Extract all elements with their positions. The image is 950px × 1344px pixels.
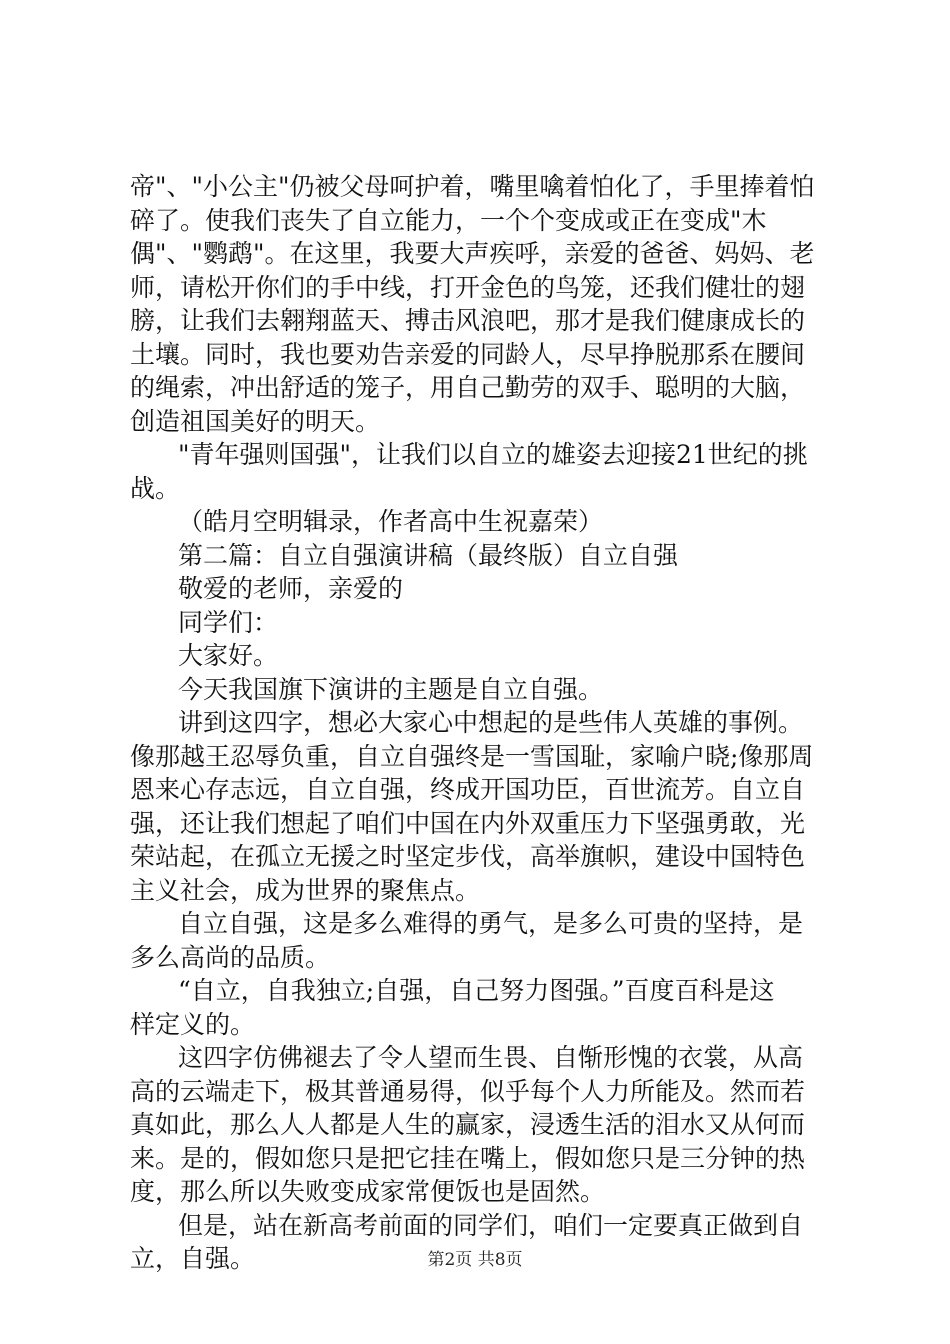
- text-line: 高的云端走下，极其普通易得，似乎每个人力所能及。然而若: [130, 1076, 806, 1106]
- text-line: 敬爱的老师，亲爱的: [178, 574, 404, 603]
- text-line: 偶"、"鹦鹉"。在这里，我要大声疾呼，亲爱的爸爸、妈妈、老: [130, 239, 815, 268]
- text-line: 战。: [130, 473, 181, 503]
- text-line: 荣站起，在孤立无援之时坚定步伐，高举旗帜，建设中国特色: [130, 842, 806, 871]
- section-heading: 第二篇：自立自强演讲稿（最终版）自立自强: [178, 540, 679, 570]
- text-line: 但是，站在新高考前面的同学们，咱们一定要真正做到自: [178, 1210, 804, 1240]
- text-line: 像那越王忍辱负重，自立自强终是一雪国耻，家喻户晓;像那周: [130, 741, 814, 771]
- document-body: [130, 170, 830, 1276]
- text-line: 多么高尚的品质。: [130, 942, 331, 972]
- text-line: 强，还让我们想起了咱们中国在内外双重压力下坚强勇敢，光: [130, 808, 806, 838]
- text-line: 大家好。: [178, 641, 279, 670]
- text-line: 同学们：: [178, 607, 279, 637]
- text-line: 师，请松开你们的手中线，打开金色的鸟笼，还我们健壮的翅: [130, 272, 806, 302]
- page-number-footer: 第2页 共8页: [427, 1250, 523, 1270]
- text-line: 这四字仿佛褪去了令人望而生畏、自惭形愧的衣裳，从高: [178, 1043, 804, 1072]
- text-line: "青年强则国强"，让我们以自立的雄姿去迎接21世纪的挑: [178, 440, 808, 469]
- text-line: 今天我国旗下演讲的主题是自立自强。: [178, 674, 604, 704]
- text-line: 样定义的。: [130, 1009, 256, 1039]
- text-line: 碎了。使我们丧失了自立能力，一个个变成或正在变成"木: [130, 205, 767, 235]
- text-line: 讲到这四字，想必大家心中想起的是些伟人英雄的事例。: [178, 708, 804, 737]
- text-line: 来。是的，假如您只是把它挂在嘴上，假如您只是三分钟的热: [130, 1143, 806, 1173]
- text-line: 土壤。同时，我也要劝告亲爱的同龄人，尽早挣脱那系在腰间: [130, 339, 806, 369]
- text-line: 立，自强。: [130, 1244, 256, 1273]
- text-line: 恩来心存志远，自立自强，终成开国功臣，百世流芳。自立自: [130, 775, 806, 804]
- text-line: 自立自强，这是多么难得的勇气，是多么可贵的坚持，是: [178, 909, 804, 938]
- text-line: 度，那么所以失败变成家常便饭也是固然。: [130, 1177, 606, 1206]
- text-line: 创造祖国美好的明天。: [130, 406, 381, 436]
- text-line: 真如此，那么人人都是人生的赢家，浸透生活的泪水又从何而: [130, 1110, 806, 1139]
- text-line: “自立，自我独立;自强，自己努力图强。”百度百科是这: [178, 976, 775, 1005]
- text-line: 膀，让我们去翱翔蓝天、搏击风浪吧，那才是我们健康成长的: [130, 306, 806, 335]
- text-line: 主义社会，成为世界的聚焦点。: [130, 875, 481, 905]
- text-line: 的绳索，冲出舒适的笼子，用自己勤劳的双手、聪明的大脑，: [130, 373, 806, 402]
- text-line: 帝"、"小公主"仍被父母呵护着，嘴里噙着怕化了，手里捧着怕: [130, 172, 815, 201]
- text-line: （皓月空明辑录，作者高中生祝嘉荣）: [178, 507, 604, 536]
